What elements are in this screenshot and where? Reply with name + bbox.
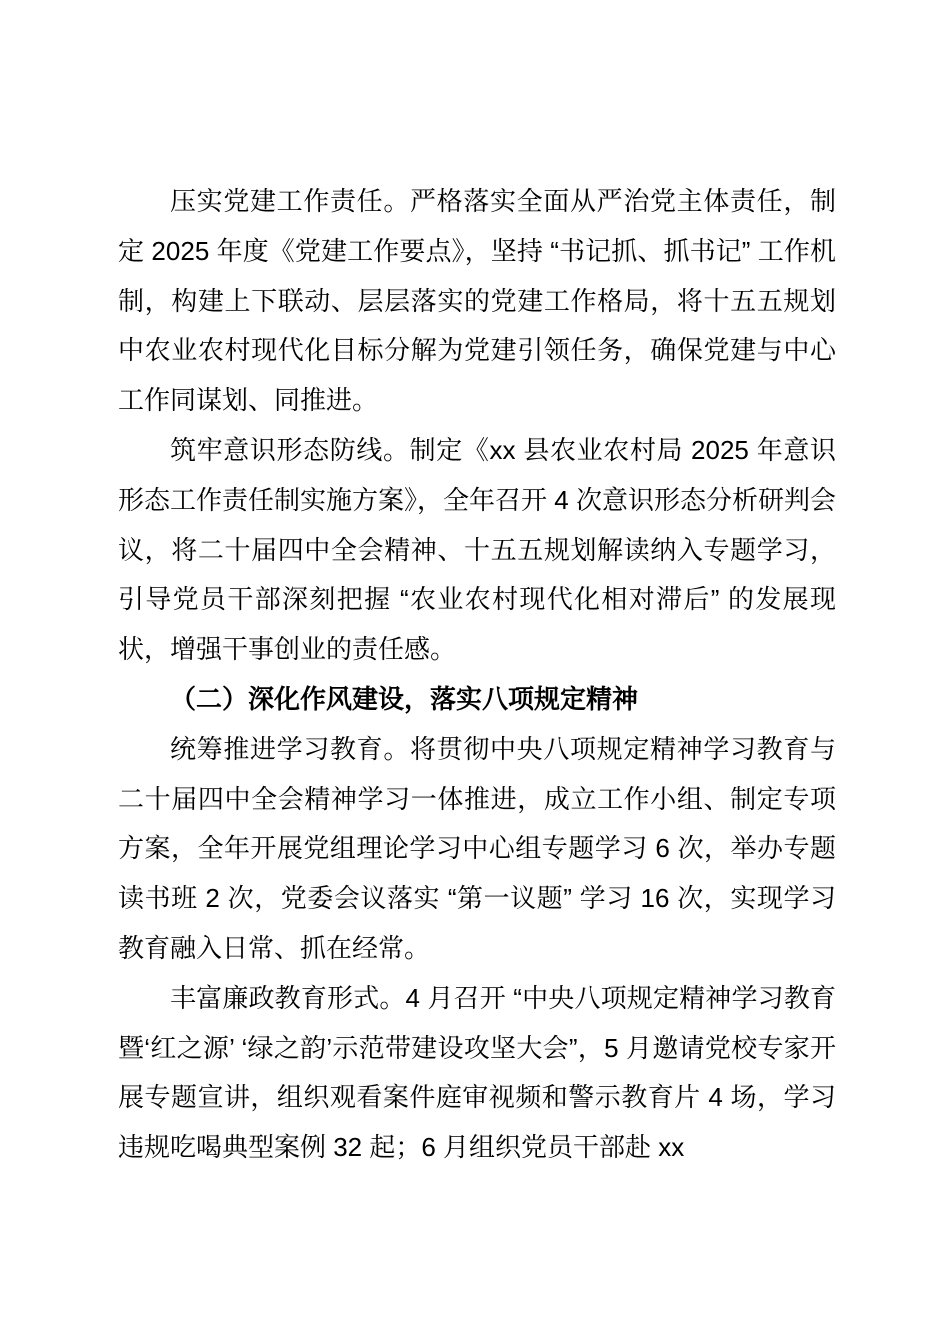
section-heading-work-style: （二）深化作风建设，落实八项规定精神	[170, 683, 639, 714]
paragraph-party-building-responsibility: 压实党建工作责任。严格落实全面从严治党主体责任，制定 2025 年度《党建工作要点》，坚持 “书记抓、抓书记” 工作机制，构建上下联动、层层落实的党建工作格局，将十五五规划中农业农村现代化目标分解为党建引领任务，确保党建与中心工作同谋划、同推进。	[118, 186, 836, 416]
paragraph-ideology-defense-line: 筑牢意识形态防线。制定《xx 县农业农村局 2025 年意识形态工作责任制实施方案》，全年召开 4 次意识形态分析研判会议，将二十届四中全会精神、十五五规划解读纳入专题学习，引导党员干部深刻把握 “农业农村现代化相对滞后” 的发展现状，增强干事创业的责任感。	[118, 434, 836, 665]
paragraph-integrity-education: 丰富廉政教育形式。4 月召开 “中央八项规定精神学习教育暨‘红之源’ ‘绿之韵’示范带建设攻坚大会”，5 月邀请党校专家开展专题宣讲，组织观看案件庭审视频和警示教育片 4 场，学习违规吃喝典型案例 32 起；6 月组织党员干部赴 xx	[118, 982, 836, 1163]
document-text-body	[118, 177, 836, 1177]
paragraph-study-education: 统筹推进学习教育。将贯彻中央八项规定精神学习教育与二十届四中全会精神学习一体推进，成立工作小组、制定专项方案，全年开展党组理论学习中心组专题学习 6 次，举办专题读书班 2 次，党委会议落实 “第一议题” 学习 16 次，实现学习教育融入日常、抓在经常。	[118, 733, 836, 963]
